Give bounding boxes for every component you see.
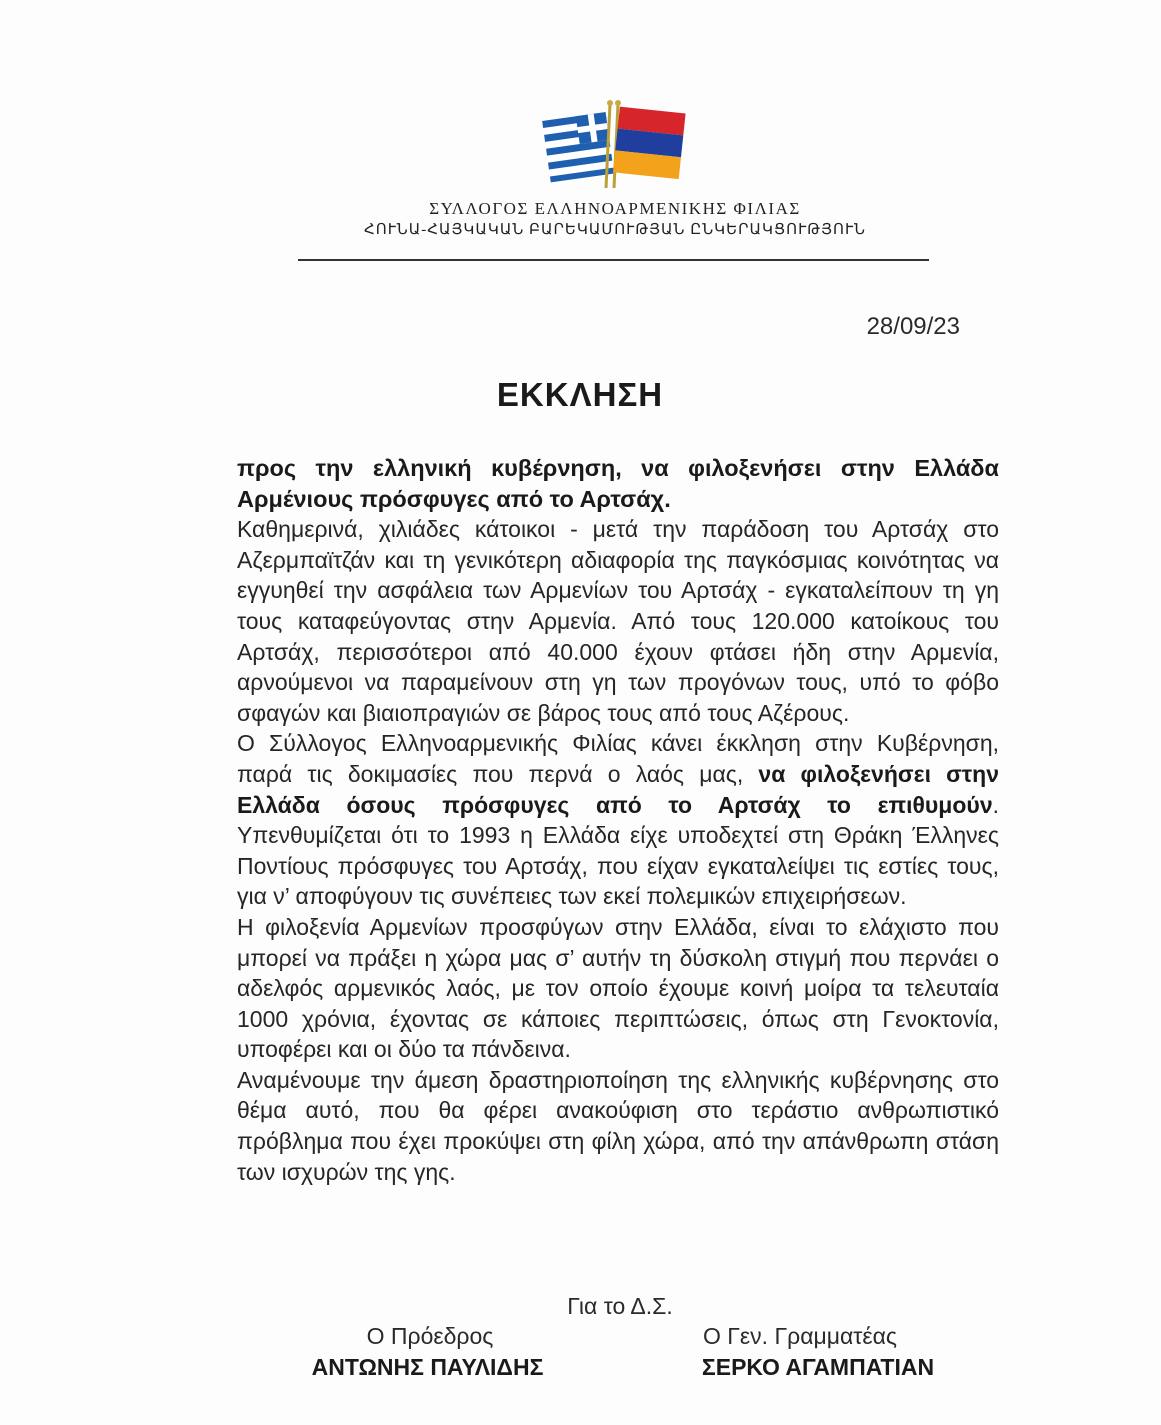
paragraph-4: Αναμένουμε την άμεση δραστηριοποίηση της ελληνικής κυβέρνησης στο θέμα αυτό, που θα φέρει ανακούφιση στο τεράστιο ανθρωπιστικό πρόβλημα που έχει προκύψει στη φίλη χώρα, από την απάνθρωπη στάση των ισχυρών της γης. [237,1066,999,1185]
paragraph-2-emphasis: να φιλοξενήσει στην Ελλάδα όσους πρόσφυγες από το Αρτσάχ το επιθυμούν [237,760,999,818]
greek-flag-icon [542,110,614,183]
crossed-flags-logo [540,96,690,196]
secretary-name: ΣΕΡΚΟ ΑΓΑΜΠΑΤΙΑΝ [701,1354,935,1380]
paragraph-3: Η φιλοξενία Αρμενίων προσφύγων στην Ελλάδα, είναι το ελάχιστο που μπορεί να πράξει η χώρα μας σ’ αυτήν τη δύσκολη στιγμή που περνάει ο αδελφός αρμενικός λαός, με τον οποίο έχουμε κοινή μοίρα τα τελευταία 1000 χρόνια, έχοντας σε κάποιες περιπτώσεις, όπως στη Γενοκτονία, υποφέρει και οι δύο τα πάνδεινα. [237,913,999,1063]
paragraph-2 [237,728,999,912]
paragraph-2-end: . Υπενθυμίζεται ότι το 1993 η Ελλάδα είχε υποδεχτεί στη Θράκη Έλληνες Ποντίους πρόσφυγες του Αρτσάχ, που είχαν εγκαταλείψει τις εστίες τους, για ν’ αποφύγουν τις συνέπειες των εκεί πολεμικών επιχειρήσεων. [237,791,999,910]
letter-date: 28/09/23 [866,313,960,340]
secretary-role: Ο Γεν. Γραμματέας [702,1323,898,1349]
letter-body [237,453,999,1187]
president-role: Ο Πρόεδρος [366,1323,494,1349]
letter-subtitle: προς την ελληνική κυβέρνηση, να φιλοξενήσει στην Ελλάδα Αρμένιους πρόσφυγες από το Αρτσάχ. [237,455,999,512]
paragraph-1: Καθημερινά, χιλιάδες κάτοικοι - μετά την παράδοση του Αρτσάχ στο Αζερμπαϊτζάν και τη γενικότερη αδιαφορία της παγκόσμιας κοινότητας να εγγυηθεί την ασφάλεια των Αρμενίων του Αρτσάχ - εγκαταλείπουν τη γη τους καταφεύγοντας στην Αρμενία. Από τους 120.000 κατοίκους του Αρτσάχ, περισσότεροι από 40.000 έχουν φτάσει ήδη στην Αρμενία, αρνούμενοι να παραμείνουν στη γη των προγόνων τους, υπό το φόβο σφαγών και βιαιοπραγιών σε βάρος τους από τους Αζέρους. [237,516,999,726]
letter-title: ΕΚΚΛΗΣΗ [496,376,664,413]
president-name: ΑΝΤΩΝΗΣ ΠΑΥΛΙΔΗΣ [311,1354,544,1380]
armenian-flag-icon [613,107,686,180]
for-board-label: Για το Δ.Σ. [567,1293,673,1319]
flag-pole-left [606,104,610,188]
paragraph-2-start: Ο Σύλλογος Ελληνοαρμενικής Φιλίας κάνει έκκληση στην Κυβέρνηση, παρά τις δοκιμασίες που περνά ο λαός μας, [237,730,999,787]
organization-name-armenian: ՀՈՒՆԱ-ՀԱՅԿԱԿԱՆ ԲԱՐԵԿԱՄՈՒԹՅԱՆ ԸՆԿԵՐԱԿՑՈՒԹՅՈՒՆ [364,222,866,238]
letterhead-divider [298,259,929,261]
organization-name-greek: ΣΥΛΛΟΓΟΣ ΕΛΛΗΝΟΑΡΜΕΝΙΚΗΣ ΦΙΛΙΑΣ [429,199,801,218]
